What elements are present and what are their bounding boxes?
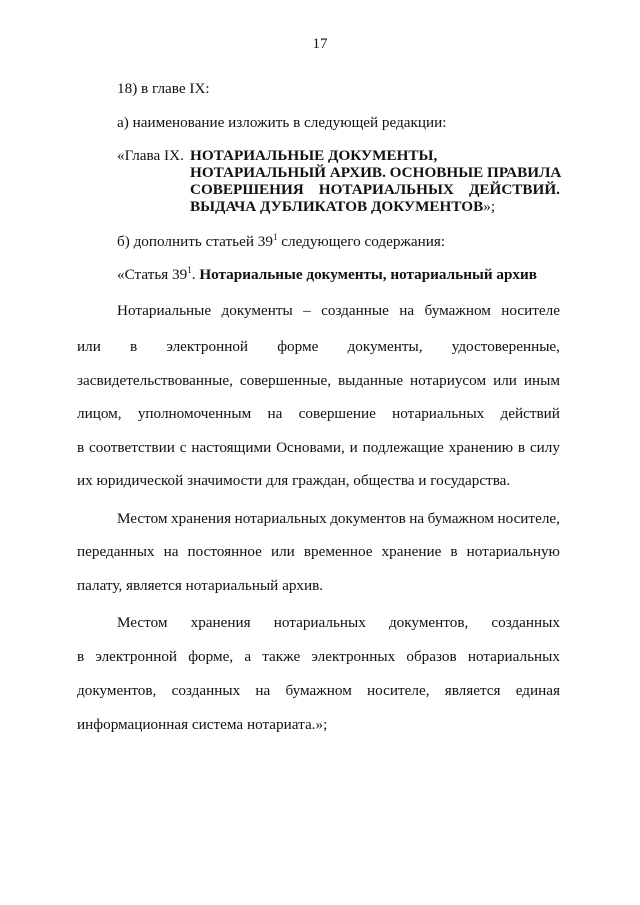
word: образов [406,648,457,665]
word: документов [330,510,406,527]
word: иным [523,372,560,389]
word: удостоверенные, [451,338,560,355]
p2-line-1 [117,510,560,528]
chapter-title-last: ВЫДАЧА ДУБЛИКАТОВ ДОКУМЕНТОВ [190,198,484,215]
chapter-title-line-3 [190,181,560,199]
word: хранению [448,439,514,456]
word: нотариальных [234,510,327,527]
p1-line-1 [117,302,560,320]
word: Нотариальные [117,302,212,319]
word: бумажном [427,510,494,527]
word: в [77,439,85,456]
word: настоящими [191,439,272,456]
word: электронных [311,648,396,665]
chapter-title-word: ДЕЙСТВИЙ. [468,181,560,198]
p2-line-2 [77,543,560,561]
word: подлежащие [362,439,444,456]
word: засвидетельствованные, [77,372,233,389]
word: а [244,648,252,665]
word: – [303,302,311,319]
word: на [399,302,415,319]
word: документов, [388,614,469,631]
p1-line-2 [77,338,560,356]
item-b-text-end: следующего содержания: [277,233,446,250]
amendment-item-18: 18) в главе IX: [117,80,210,97]
p1-line-3 [77,372,560,390]
word: силу [529,439,560,456]
article-prefix: «Статья 39 [117,266,188,283]
word: уполномоченным [137,405,252,422]
chapter-title-word: НОТАРИАЛЬНЫХ [318,181,454,198]
p3-line-3 [77,682,560,700]
word: совершенные, [239,372,332,389]
word: документов, [77,682,157,699]
amendment-item-b [117,233,445,251]
word: нотариальную [466,543,560,560]
word: действий [500,405,560,422]
word: электронной [95,648,178,665]
word: в [130,338,138,355]
p1-line-4 [77,405,560,423]
p3-line-2 [77,648,560,666]
word: постоянное [187,543,262,560]
word: в [517,439,526,456]
page-number: 17 [312,36,328,52]
word: на [255,682,271,699]
word: созданные [321,302,389,319]
word: лицом, [77,405,122,422]
word: носителе, [497,510,560,527]
amendment-item-a: а) наименование изложить в следующей редакции: [117,114,447,131]
p2-line-3: палату, является нотариальный архив. [77,577,324,594]
item-b-text: б) дополнить статьей 39 [117,233,273,250]
word: нотариальных [392,405,485,422]
chapter-title-line-2: НОТАРИАЛЬНЫЙ АРХИВ. ОСНОВНЫЕ ПРАВИЛА [190,164,562,181]
word: является [444,682,501,699]
word: созданных [491,614,560,631]
word: с [179,439,187,456]
word: в [77,648,85,665]
word: хранения [171,510,232,527]
word: нотариальных [467,648,560,665]
word: Местом [117,510,168,527]
article-title: Нотариальные документы, нотариальный архив [199,266,537,283]
word: или [270,543,295,560]
word: Основами, [276,439,345,456]
word: переданных [77,543,155,560]
word: документы [221,302,293,319]
article-heading [117,266,537,284]
p1-line-6: их юридической значимости для граждан, общества и государства. [77,472,511,489]
word: на [409,510,425,527]
word: форме, [188,648,234,665]
word: электронной [166,338,249,355]
chapter-title-line-1: НОТАРИАЛЬНЫЕ ДОКУМЕНТЫ, [190,147,438,164]
word: созданных [171,682,241,699]
word: носителе, [367,682,430,699]
chapter-closing: »; [483,198,496,215]
word: документы, [347,338,423,355]
article-sup: 1 [187,265,192,275]
p3-line-1 [117,614,560,632]
article-dot: . [191,266,196,283]
word: или [77,338,101,355]
word: хранение [381,543,442,560]
word: нотариальных [273,614,366,631]
chapter-title-line-4 [190,198,495,216]
word: и [349,439,358,456]
word: единая [515,682,560,699]
item-b-sup: 1 [272,232,278,242]
word: хранения [190,614,251,631]
word: бумажном [424,302,491,319]
word: бумажном [285,682,352,699]
p1-line-5 [77,439,560,457]
chapter-title-word: СОВЕРШЕНИЯ [190,181,304,198]
word: Местом [117,614,168,631]
word: или [493,372,517,389]
chapter-prefix: «Глава IX. [117,147,184,164]
word: выданные [338,372,404,389]
p3-line-4: информационная система нотариата.»; [77,716,328,733]
word: в [450,543,458,560]
word: также [262,648,301,665]
word: форме [277,338,319,355]
word: нотариусом [410,372,487,389]
word: совершение [298,405,376,422]
word: на [163,543,179,560]
word: соответствии [89,439,175,456]
word: носителе [501,302,560,319]
word: на [267,405,283,422]
word: временное [303,543,373,560]
